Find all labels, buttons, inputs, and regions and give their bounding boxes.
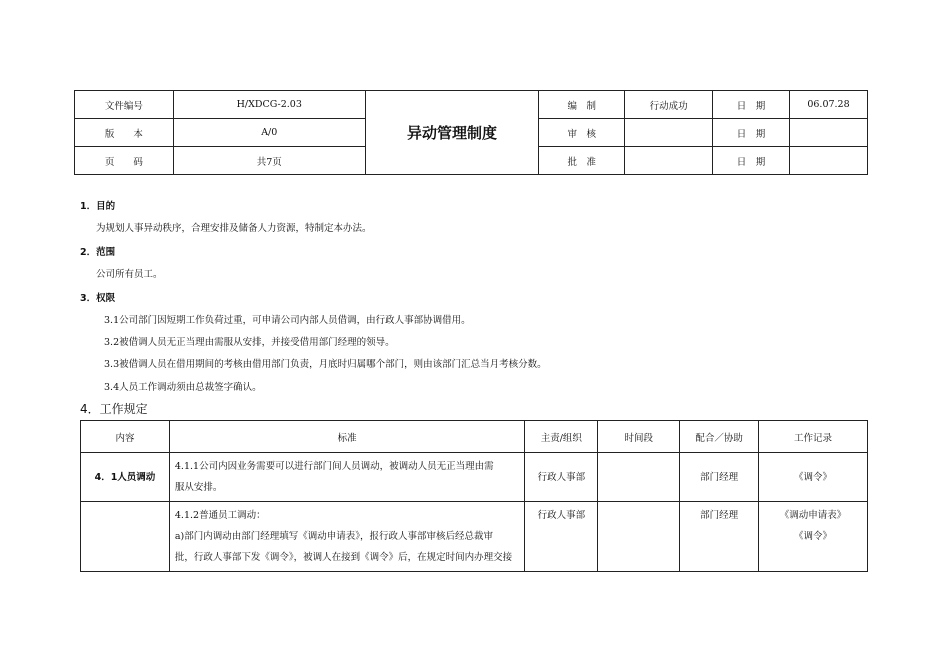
assist-cell: 部门经理 xyxy=(680,453,759,502)
file-no-label: 文件编号 xyxy=(75,91,174,119)
section-4-heading: 4．工作规定 xyxy=(80,402,148,416)
compiler-value: 行动成功 xyxy=(625,91,713,119)
records-cell xyxy=(759,453,868,502)
section-1-heading: 1．目的 xyxy=(80,201,116,212)
item-cell: 4．1人员调动 xyxy=(81,453,170,502)
document-title: 异动管理制度 xyxy=(365,91,539,175)
approve-value xyxy=(625,147,713,175)
date-label: 日 期 xyxy=(713,119,790,147)
owner-cell: 行政人事部 xyxy=(525,502,598,572)
column-header-assist: 配合／协助 xyxy=(680,421,759,453)
date-value-empty xyxy=(790,119,868,147)
table-row xyxy=(81,453,868,502)
record-line: 《调令》 xyxy=(794,471,833,483)
version-label: 版 本 xyxy=(75,119,174,147)
file-no-value: H/XDCG-2.03 xyxy=(173,91,365,119)
standard-line: a)部门内调动由部门经理填写《调动申请表》，报行政人事部审核后经总裁审 xyxy=(174,531,494,542)
item-cell-empty xyxy=(81,502,170,572)
section-3-heading: 3．权限 xyxy=(80,293,116,304)
approve-label: 批 准 xyxy=(539,147,625,175)
section-3-item: 3.3被借调人员在借用期间的考核由借用部门负责，月底时归属哪个部门，则由该部门汇总当月考核分数。 xyxy=(104,359,547,370)
records-cell xyxy=(759,502,868,572)
standard-line: 4.1.2普通员工调动： xyxy=(174,510,266,521)
standard-cell xyxy=(169,502,525,572)
column-header-standard: 标准 xyxy=(169,421,525,453)
standard-line: 4.1.1公司内因业务需要可以进行部门间人员调动，被调动人员无正当理由需 xyxy=(174,461,494,472)
table-header-row xyxy=(81,421,868,453)
column-header-content: 内容 xyxy=(81,421,170,453)
review-value xyxy=(625,119,713,147)
review-label: 审 核 xyxy=(539,119,625,147)
date-label: 日 期 xyxy=(713,91,790,119)
version-value: A/0 xyxy=(173,119,365,147)
section-2-text: 公司所有员工。 xyxy=(96,269,163,280)
standard-line: 批，行政人事部下发《调令》，被调人在接到《调令》后，在规定时间内办理交接 xyxy=(174,552,513,563)
section-3-item: 3.4人员工作调动须由总裁签字确认。 xyxy=(104,382,262,393)
record-line: 《调令》 xyxy=(794,531,833,542)
page-value: 共7页 xyxy=(173,147,365,175)
owner-cell: 行政人事部 xyxy=(525,453,598,502)
standard-line: 服从安排。 xyxy=(174,482,223,493)
record-line: 《调动申请表》 xyxy=(779,510,847,521)
section-3-item: 3.2被借调人员无正当理由需服从安排，并接受借用部门经理的领导。 xyxy=(104,337,395,348)
standard-cell xyxy=(169,453,525,502)
date-label: 日 期 xyxy=(713,147,790,175)
period-cell xyxy=(598,502,680,572)
date-value: 06.07.28 xyxy=(790,91,868,119)
table-row xyxy=(81,502,868,572)
section-3-item: 3.1公司部门因短期工作负荷过重，可申请公司内部人员借调，由行政人事部协调借用。 xyxy=(104,315,471,326)
section-2-heading: 2．范围 xyxy=(80,247,116,258)
date-value-empty xyxy=(790,147,868,175)
compile-label: 编 制 xyxy=(539,91,625,119)
period-cell xyxy=(598,453,680,502)
work-rules-table xyxy=(80,420,868,572)
assist-cell: 部门经理 xyxy=(680,502,759,572)
column-header-period: 时间段 xyxy=(598,421,680,453)
document-header-table xyxy=(74,90,868,175)
page-label: 页 码 xyxy=(75,147,174,175)
column-header-owner: 主责/组织 xyxy=(525,421,598,453)
section-1-text: 为规划人事异动秩序，合理安排及储备人力资源，特制定本办法。 xyxy=(96,223,372,234)
column-header-records: 工作记录 xyxy=(759,421,868,453)
